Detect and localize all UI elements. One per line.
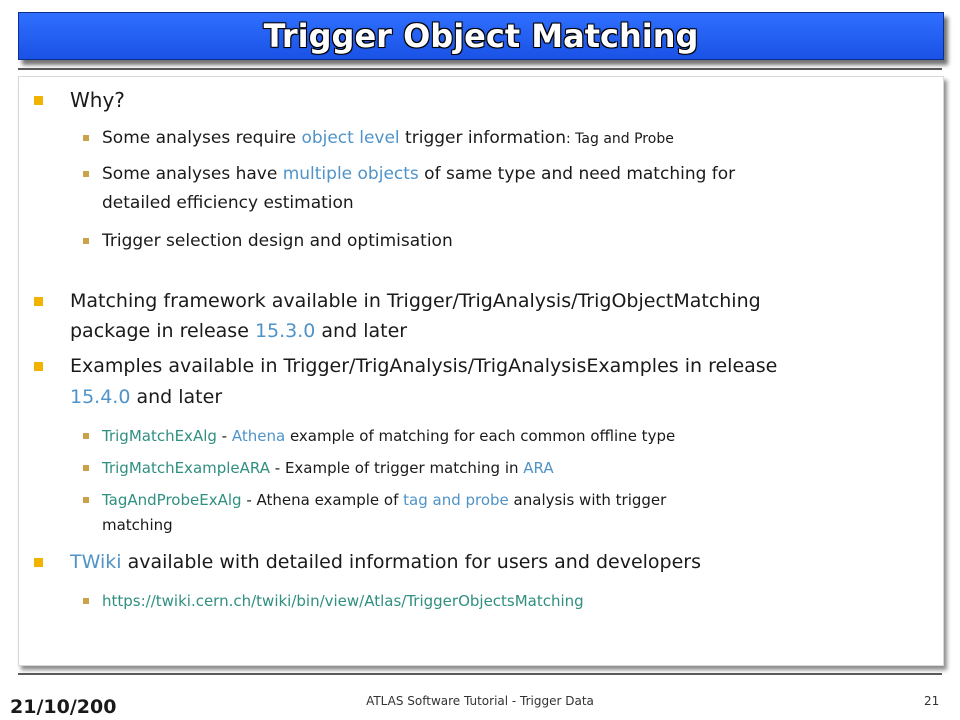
matching-line1: Matching framework available in Trigger/TrigAnalysis/TrigObjectMatching — [70, 290, 761, 312]
example-item-3 — [102, 491, 666, 509]
why-item-2-pre: Some analyses have — [102, 164, 283, 184]
matching-line2-post: and later — [315, 320, 408, 342]
examples-line2-post: and later — [130, 386, 223, 408]
top-rule — [18, 68, 942, 70]
matching-line2 — [70, 320, 407, 342]
examples-line1: Examples available in Trigger/TrigAnalysis/TrigAnalysisExamples in release — [70, 355, 778, 377]
bullet-icon — [34, 362, 43, 371]
example-item-2-name: TrigMatchExampleARA — [102, 459, 270, 477]
bullet-icon — [83, 171, 89, 177]
example-item-2-sep: - Example of trigger matching in — [270, 459, 524, 477]
twiki-url-link[interactable]: https://twiki.cern.ch/twiki/bin/view/Atlas/TriggerObjectsMatching — [102, 592, 584, 610]
why-item-2 — [102, 164, 735, 184]
example-item-3-line2: matching — [102, 516, 173, 534]
example-item-1-post: example of matching for each common offline type — [285, 427, 676, 445]
twiki-link[interactable]: TWiki — [70, 551, 122, 573]
title-bar — [18, 12, 944, 60]
why-item-1-hl: object level — [301, 128, 400, 148]
why-heading: Why? — [70, 88, 125, 112]
examples-line2 — [70, 386, 222, 408]
bullet-icon — [34, 96, 43, 105]
bottom-rule — [18, 673, 942, 675]
bullet-icon — [83, 433, 89, 439]
example-item-1 — [102, 427, 675, 445]
bullet-icon — [83, 135, 89, 141]
bullet-icon — [83, 497, 89, 503]
why-item-1-post: trigger information — [399, 128, 566, 148]
example-item-1-sep: - — [216, 427, 232, 445]
footer-title: ATLAS Software Tutorial - Trigger Data — [366, 694, 594, 708]
example-item-1-hl: Athena — [231, 427, 286, 445]
example-item-3-hl: tag and probe — [403, 491, 509, 509]
why-item-1-pre: Some analyses require — [102, 128, 302, 148]
why-item-2-hl: multiple objects — [282, 164, 419, 184]
bullet-icon — [34, 558, 43, 567]
why-item-2-line2: detailed efficiency estimation — [102, 193, 354, 213]
example-item-3-sep: - Athena example of — [241, 491, 404, 509]
footer-date: 21/10/200 — [10, 696, 117, 718]
bullet-icon — [83, 598, 89, 604]
twiki-line-post: available with detailed information for users and developers — [121, 551, 702, 573]
example-item-2 — [102, 459, 554, 477]
page-number: 21 — [924, 694, 940, 708]
matching-line2-pre: package in release — [70, 320, 255, 342]
why-item-1 — [102, 128, 674, 148]
example-item-1-name: TrigMatchExAlg — [102, 427, 217, 445]
why-item-1-post-small: : Tag and Probe — [566, 131, 674, 147]
examples-release: 15.4.0 — [70, 386, 131, 408]
why-item-2-post: of same type and need matching for — [418, 164, 736, 184]
example-item-2-hl: ARA — [523, 459, 554, 477]
bullet-icon — [83, 238, 89, 244]
slide-title: Trigger Object Matching — [263, 17, 699, 55]
bullet-icon — [83, 465, 89, 471]
bullet-icon — [34, 297, 43, 306]
twiki-line — [70, 551, 701, 573]
why-item-3: Trigger selection design and optimisation — [102, 231, 453, 251]
example-item-3-post: analysis with trigger — [508, 491, 667, 509]
example-item-3-name: TagAndProbeExAlg — [102, 491, 242, 509]
matching-release: 15.3.0 — [254, 320, 316, 342]
